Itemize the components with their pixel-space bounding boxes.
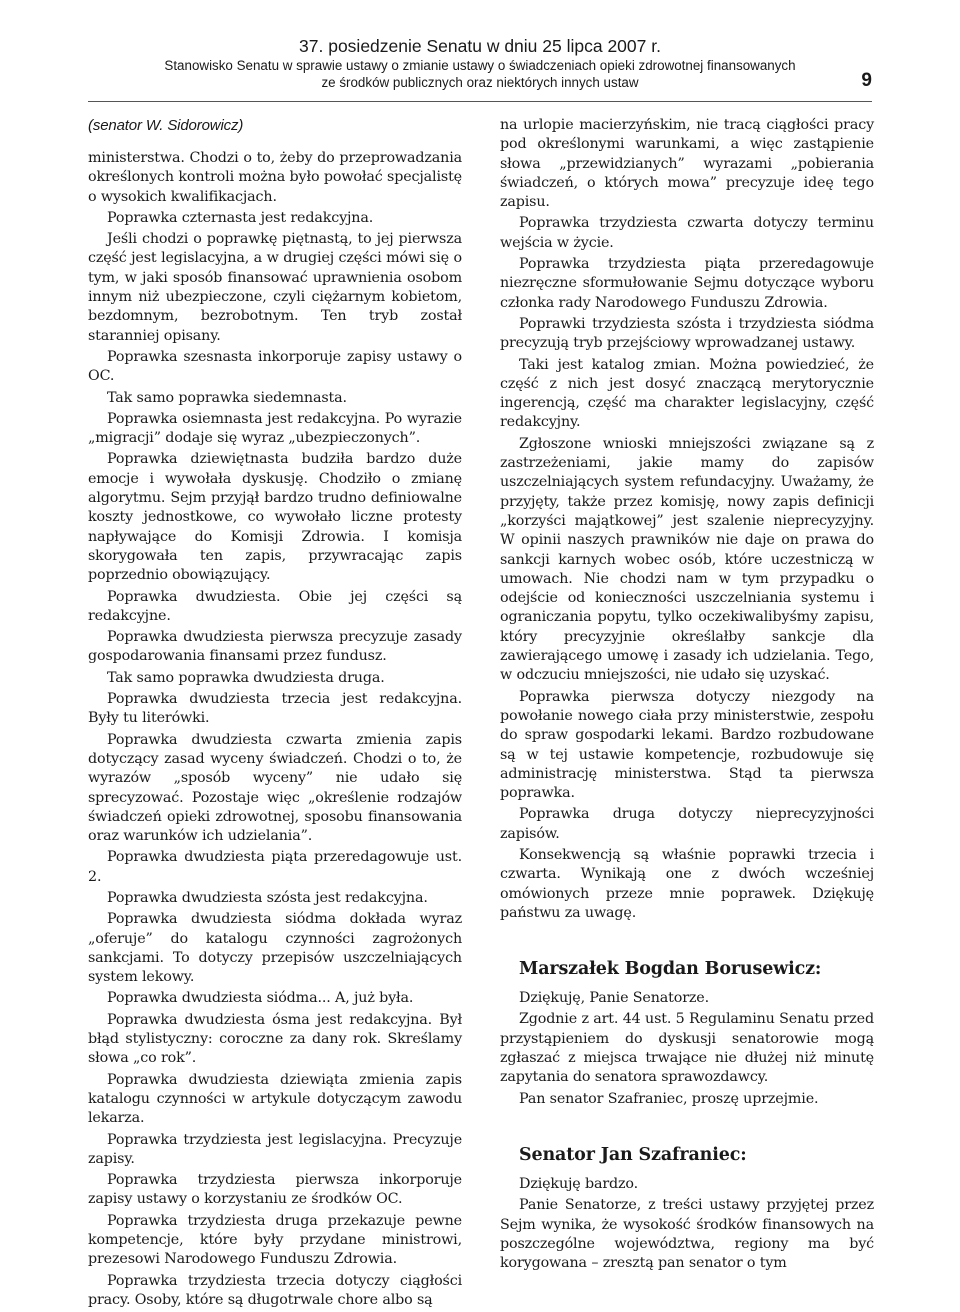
paragraph: na urlopie macierzyńskim, nie tracą ciągłości pracy pod określonymi warunkami, a więc zastąpienie słowa „przewidzianych” wyrazami „pobierania świadczeń, o których mowa” precyzuje ideę tego zapisu. (500, 117, 874, 211)
paragraph: ministerstwa. Chodzi o to, żeby do przeprowadzania określonych kontroli można było powołać specjalistę o wysokich kwalifikacjach. (88, 150, 462, 205)
paragraph: Pan senator Szafraniec, proszę uprzejmie. (519, 1090, 819, 1107)
paragraph: Poprawka dwudziesta siódma... A, już była. (107, 990, 414, 1007)
paragraph: Poprawka dziewiętnasta budziła bardzo duże emocje i wywołała dyskusję. Chodziło o zmianę algorytmu. Sejm przyjął bardzo trudno definiowalne koszty jednostkowe, co wywołało liczne protesty napływające do Komisji Zdrowia. I komisja skorygowała ten zapis, przywracając zapis poprzednio obowiązujący. (88, 451, 462, 584)
paragraph: Poprawka trzydziesta piąta przeredagowuje niezręczne sformułowanie Sejmu dotyczące wyboru członka rady Narodowego Funduszu Zdrowia. (500, 256, 874, 311)
paragraph: Poprawka druga dotyczy nieprecyzyjności zapisów. (500, 806, 874, 842)
paragraph: Poprawka osiemnasta jest redakcyjna. Po wyrazie „migracji” dodaje się wyraz „ubezpieczonych”. (88, 410, 462, 447)
paragraph: Poprawka dwudziesta trzecia jest redakcyjna. Były tu literówki. (88, 691, 462, 727)
paragraph: Poprawka dwudziesta szósta jest redakcyjna. (107, 889, 428, 906)
paragraph: Poprawka szesnasta inkorporuje zapisy ustawy o OC. (88, 348, 462, 385)
paragraph: Poprawka trzydziesta druga przekazuje pewne kompetencje, które były przydane ministrowi, prezesowi Narodowego Funduszu Zdrowia. (88, 1212, 462, 1268)
paragraph: Zgłoszone wnioski mniejszości związane są z zastrzeżeniami, jakie mamy do zapisów uszczelniających system refundacyjny. Uważamy, że przyjęty, także przez komisję, nowy zapis definicji „korzyści majątkowej” jest szalenie nieprecyzyjny. W opinii naszych prawników nie daje on prawa do sankcji karnych wobec osób, które uczestniczą w umowach. Nie chodzi nam w tym przypadku o odejście od konieczności uszczelniania systemu i ograniczania popytu, tylko oczekiwalibyśmy zapisu, który precyzyjnie określałby sankcje dla zawierającego umowę i zasady ich udzielania. Tego, w odczuciu mniejszości, nie udało się uzyskać. (500, 435, 874, 684)
paragraph: Poprawka dwudziesta czwarta zmienia zapis dotyczący zasad wyceny świadczeń. Chodzi o to, że wyrazów „sposób wyceny” nie udało się sprecyzować. Pozostaje więc „określenie rodzajów świadczeń opieki zdrowotnej, sposobu finansowania oraz warunków ich udzielania”. (88, 731, 462, 845)
paragraph: Poprawka dwudziesta ósma jest redakcyjna. Był błąd stylistyczny: coroczne za dany rok. Skreślamy słowa „co rok”. (88, 1011, 462, 1067)
speaker-heading-marshal: Marszałek Bogdan Borusewicz: (519, 959, 822, 980)
paragraph: Tak samo poprawka siedemnasta. (107, 389, 347, 406)
paragraph: Taki jest katalog zmian. Można powiedzieć, że część z nich jest dosyć znaczącą merytorycznie ingerencją, część ma charakter legislacyjny, część redakcyjny. (500, 356, 874, 431)
paragraph: Poprawka trzydziesta czwarta dotyczy terminu wejścia w życie. (500, 215, 874, 251)
paragraph: Poprawka trzydziesta pierwsza inkorporuje zapisy ustawy o korzystaniu ze środków OC. (88, 1172, 462, 1208)
speaker-heading-senator: Senator Jan Szafraniec: (519, 1144, 747, 1165)
header-divider (88, 101, 872, 102)
paragraph: Dziękuję bardzo. (519, 1175, 639, 1192)
document-subtitle-line-1: Stanowisko Senatu w sprawie ustawy o zmianie ustawy o świadczeniach opieki zdrowotnej finansowanych (164, 58, 796, 73)
paragraph: Poprawka czternasta jest redakcyjna. (107, 209, 374, 226)
paragraph: Jeśli chodzi o poprawkę piętnastą, to jej pierwsza część jest legislacyjna, a w drugiej części mówi się o tym, w jaki sposób finansować uprawnienia osobom innym niż ubezpieczone, czyli ciężarnym kobietom, bezdomnym, bezrobotnym. Ten tryb został staranniej opisany. (88, 231, 462, 344)
speaker-note: (senator W. Sidorowicz) (88, 117, 244, 134)
paragraph: Zgodnie z art. 44 ust. 5 Regulaminu Senatu przed przystąpieniem do dyskusji senatorowie mogą zgłaszać z miejsca trwające nie dłużej niż minutę zapytania do senatora sprawozdawcy. (500, 1011, 874, 1086)
paragraph: Poprawka dwudziesta siódma dokłada wyraz „oferuje” do katalogu czynności zagrożonych sankcjami. To dotyczy przepisów uszczelniających system lekowy. (88, 911, 462, 986)
document-subtitle-line-2: ze środków publicznych oraz niektórych innych ustaw (321, 75, 639, 90)
paragraph: Tak samo poprawka dwudziesta druga. (107, 669, 385, 686)
paragraph: Poprawka pierwsza dotyczy niezgody na powołanie nowego ciała przy ministerstwie, zespołu do spraw gospodarki lekami. Bardzo rozbudowane są w tej ustawie kompetencje, rozbudowuje się administrację ministerstwa. Stąd ta pierwsza poprawka. (500, 688, 874, 802)
paragraph: Poprawki trzydziesta szósta i trzydziesta siódma precyzują tryb przejściowy wprowadzanej ustawy. (500, 315, 874, 352)
paragraph: Panie Senatorze, z treści ustawy przyjętej przez Sejm wynika, że wysokość środków finansowych na poszczególne województwa, regiony ma być korygowana – zresztą pan senator o tym (500, 1197, 874, 1272)
paragraph: Poprawka dwudziesta piąta przeredagowuje ust. 2. (88, 849, 462, 885)
page-header (0, 0, 960, 110)
paragraph: Poprawka dwudziesta. Obie jej części są redakcyjne. (88, 588, 462, 624)
paragraph: Poprawka trzydziesta jest legislacyjna. Precyzuje zapisy. (88, 1131, 462, 1167)
paragraph: Poprawka trzydziesta trzecia dotyczy ciągłości pracy. Osoby, które są długotrwale chore albo są (88, 1272, 462, 1308)
left-column (88, 116, 462, 1312)
paragraph: Poprawka dwudziesta dziewiąta zmienia zapis katalogu czynności w artykule dotyczącym zawodu lekarza. (88, 1071, 462, 1127)
page-number: 9 (861, 70, 872, 91)
session-title: 37. posiedzenie Senatu w dniu 25 lipca 2007 r. (299, 36, 661, 56)
right-column (500, 116, 874, 1275)
paragraph: Konsekwencją są właśnie poprawki trzecia i czwarta. Wynikają one z dwóch wcześniej omówionych przeze mnie poprawek. Dziękuję państwu za uwagę. (500, 846, 874, 921)
paragraph: Dziękuję, Panie Senatorze. (519, 990, 709, 1007)
paragraph: Poprawka dwudziesta pierwsza precyzuje zasady gospodarowania finansami przez fundusz. (88, 629, 462, 665)
